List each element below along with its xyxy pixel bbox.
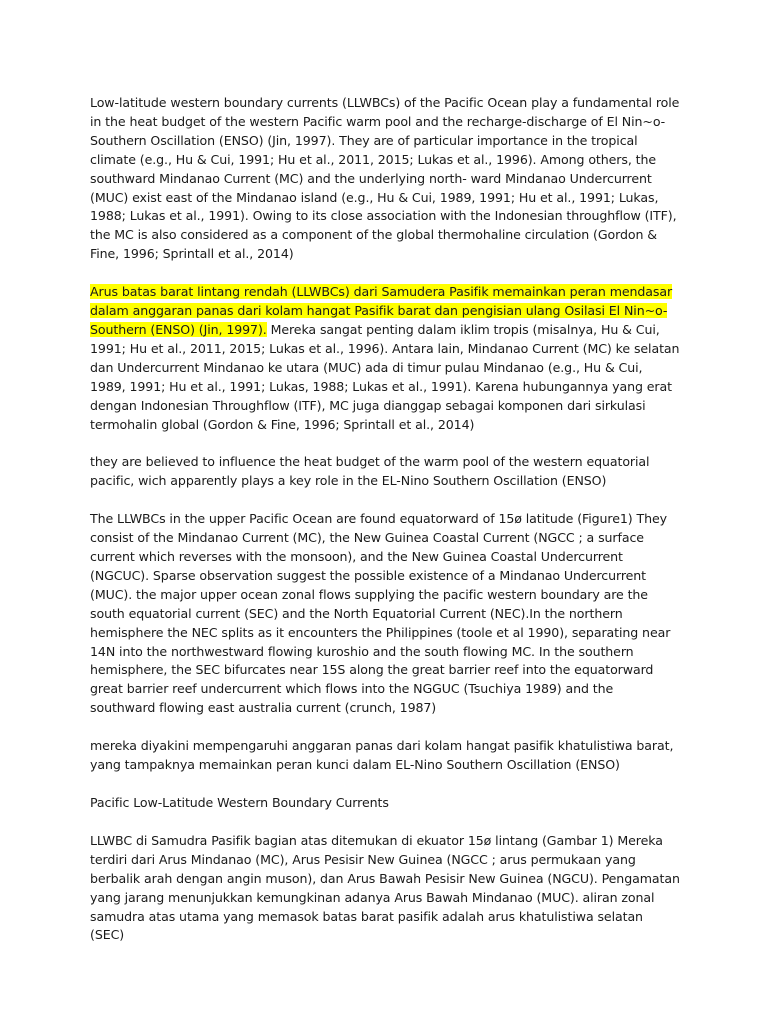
paragraph-warm-pool-indonesian [90,737,680,775]
paragraph-text: The LLWBCs in the upper Pacific Ocean are found equatorward of 15ø latitude (Figure1) They consist of the Mindanao Current (MC), the New Guinea Coastal Current (NGCC ; a surface current which reverses with the monsoon), and the New Guinea Coastal Undercurrent (NGCUC). Sparse observation suggest the possible existence of a Mindanao Undercurrent (MUC). the major upper ocean zonal flows supplying the pacific western boundary are the south equatorial current (SEC) and the North Equatorial Current (NEC).In the northern hemisphere the NEC splits as it encounters the Philippines (toole et al 1990), separating near 14N into the northwestward flowing kuroshio and the south flowing MC. In the southern hemisphere, the SEC bifurcates near 15S along the great barrier reef into the equatorward great barrier reef undercurrent which flows into the NGGUC (Tsuchiya 1989) and the southward flowing east australia current (crunch, 1987) [90,511,671,716]
paragraph-text: Low-latitude western boundary currents (LLWBCs) of the Pacific Ocean play a fundamental role in the heat budget of the western Pacific warm pool and the recharge-discharge of El Nin~o-Southern Oscillation (ENSO) (Jin, 1997). They are of particular importance in the tropical climate (e.g., Hu & Cui, 1991; Hu et al., 2011, 2015; Lukas et al., 1996). Among others, the southward Mindanao Current (MC) and the underlying north- ward Mindanao Undercurrent (MUC) exist east of the Mindanao island (e.g., Hu & Cui, 1989, 1991; Hu et al., 1991; Lukas, 1988; Lukas et al., 1991). Owing to its close association with the Indonesian throughflow (ITF), the MC is also considered as a component of the global thermohaline circulation (Gordon & Fine, 1996; Sprintall et al., 2014) [90,95,680,262]
highlighted-text: Arus batas barat lintang rendah (LLWBCs) dari Samudera Pasifik memainkan peran mendasar dalam anggaran panas dari kolam hangat Pasifik barat dan pengisian ulang Osilasi El Nin~o-Southern (ENSO) (Jin, 1997). [90,284,673,337]
paragraph-llwbc-indonesian [90,832,680,945]
paragraph-text: LLWBC di Samudra Pasifik bagian atas ditemukan di ekuator 15ø lintang (Gambar 1) Mereka terdiri dari Arus Mindanao (MC), Arus Pesisir New Guinea (NGCC ; arus permukaan yang berbalik arah dengan angin muson), dan Arus Bawah Pesisir New Guinea (NGCU). Pengamatan yang jarang menunjukkan kemungkinan adanya Arus Bawah Mindanao (MUC). aliran zonal samudra atas utama yang memasok batas barat pasifik adalah arus khatulistiwa selatan (SEC) [90,832,680,943]
paragraph-english-intro [90,94,680,264]
section-heading [90,794,680,813]
paragraph-text: they are believed to influence the heat budget of the warm pool of the western equatorial pacific, wich apparently plays a key role in the EL-Nino Southern Oscillation (ENSO) [90,454,650,489]
paragraph-text: mereka diyakini mempengaruhi anggaran panas dari kolam hangat pasifik khatulistiwa barat, yang tampaknya memainkan peran kunci dalam EL-Nino Southern Oscillation (ENSO) [90,738,674,773]
paragraph-text: Mereka sangat penting dalam iklim tropis (misalnya, Hu & Cui, 1991; Hu et al., 2011, 2015; Lukas et al., 1996). Antara lain, Mindanao Current (MC) ke selatan dan Undercurrent Mindanao ke utara (MUC) ada di timur pulau Mindanao (e.g., Hu & Cui, 1989, 1991; Hu et al., 1991; Lukas, 1988; Lukas et al., 1991). Karena hubungannya yang erat dengan Indonesian Throughflow (ITF), MC juga dianggap sebagai komponen dari sirkulasi termohalin global (Gordon & Fine, 1996; Sprintall et al., 2014) [90,321,680,432]
paragraph-indonesian-intro [90,283,680,434]
document-page [90,94,680,964]
paragraph-llwbc-english [90,510,680,718]
paragraph-warm-pool-english [90,453,680,491]
heading-text: Pacific Low-Latitude Western Boundary Currents [90,795,389,810]
